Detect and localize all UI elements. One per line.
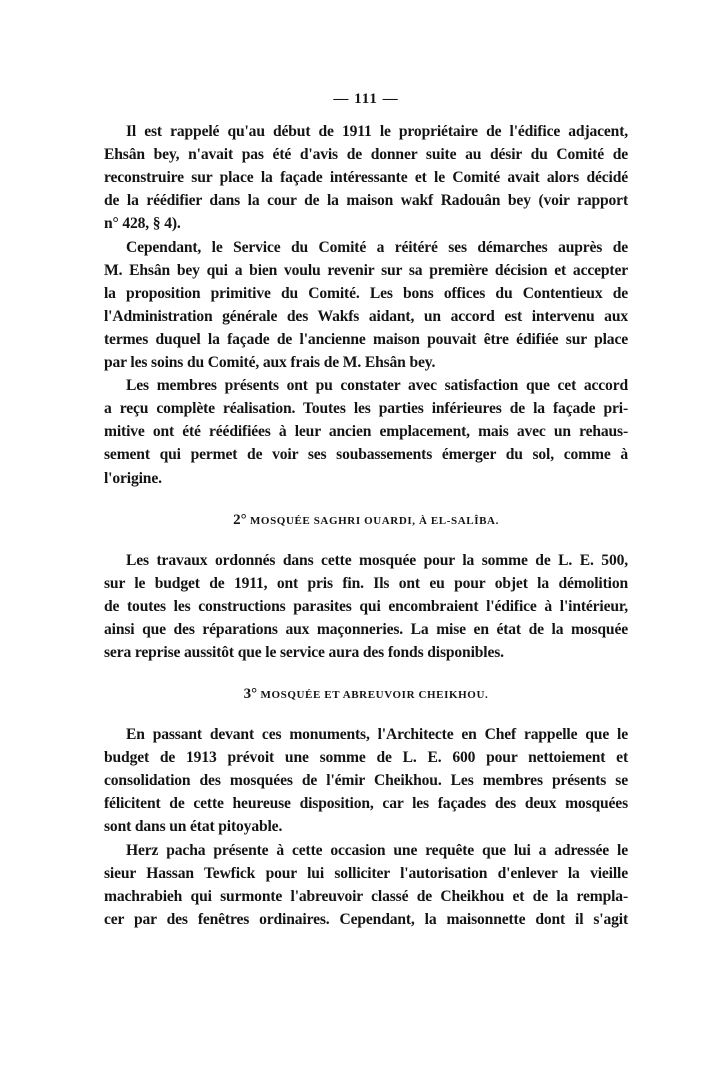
text-line: Les travaux ordonnés dans cette mosquée pour la somme de L. E. 500, bbox=[126, 551, 628, 569]
paragraph-ehsan-bey-1911 bbox=[104, 120, 628, 235]
text-line: la proposition primitive du Comité. Les bons offices du Contentieux de bbox=[104, 284, 628, 302]
text-line: termes duquel la façade de l'ancienne maison pouvait être édifiée sur place bbox=[104, 330, 628, 348]
text-line: n° 428, § 4). bbox=[104, 215, 181, 233]
text-line: Les membres présents ont pu constater avec satisfaction que cet accord bbox=[126, 377, 628, 395]
document-page bbox=[104, 88, 628, 931]
text-line: cer par des fenêtres ordinaires. Cependant, la maisonnette dont il s'agit bbox=[104, 910, 628, 928]
text-line: félicitent de cette heureuse disposition, car les façades des deux mosquées bbox=[104, 795, 628, 813]
paragraph-herz-pacha-requete bbox=[104, 839, 628, 931]
section-number: 3° bbox=[243, 686, 258, 703]
text-line: sont dans un état pitoyable. bbox=[104, 818, 283, 836]
text-line: Herz pacha présente à cette occasion une requête que lui a adressée le bbox=[126, 841, 628, 859]
text-line: ainsi que des réparations aux maçonneries. La mise en état de la mosquée bbox=[104, 620, 628, 638]
paragraph-membres-constater bbox=[104, 374, 628, 489]
section-title: MOSQUÉE ET ABREUVOIR CHEIKHOU. bbox=[260, 689, 489, 702]
text-line: l'origine. bbox=[104, 469, 162, 487]
text-line: sement qui permet de voir ses soubassements émerger du sol, comme à bbox=[104, 446, 628, 464]
text-line: consolidation des mosquées de l'émir Cheikhou. Les membres présents se bbox=[104, 772, 628, 790]
text-line: sera reprise aussitôt que le service aura des fonds disponibles. bbox=[104, 643, 504, 661]
text-line: Il est rappelé qu'au début de 1911 le propriétaire de l'édifice adjacent, bbox=[126, 123, 628, 141]
text-line: En passant devant ces monuments, l'Architecte en Chef rappelle que le bbox=[126, 726, 628, 744]
text-line: budget de 1913 prévoit une somme de L. E. 600 pour nettoiement et bbox=[104, 749, 628, 767]
section-number: 2° bbox=[233, 511, 247, 528]
text-line: Cependant, le Service du Comité a réitéré ses démarches auprès de bbox=[126, 238, 628, 256]
text-line: de toutes les constructions parasites qui encombraient l'édifice à l'intérieur, bbox=[104, 597, 628, 615]
text-line: mitive ont été réédifiées à leur ancien emplacement, mais avec un rehaus- bbox=[104, 423, 628, 441]
text-line: Ehsân bey, n'avait pas été d'avis de donner suite au désir du Comité de bbox=[104, 146, 628, 164]
text-line: a reçu complète réalisation. Toutes les parties inférieures de la façade pri- bbox=[104, 400, 628, 418]
paragraph-travaux-ordonnes bbox=[104, 549, 628, 664]
section-heading-cheikhou bbox=[104, 684, 628, 705]
text-line: de la réédifier dans la cour de la maison wakf Radouân bey (voir rapport bbox=[104, 192, 628, 210]
page-number: — 111 — bbox=[333, 91, 399, 107]
section-title: MOSQUÉE SAGHRI OUARDI, À EL-SALÎBA. bbox=[249, 514, 499, 527]
section-heading-saghri-ouardi bbox=[104, 510, 628, 531]
text-line: machrabieh qui surmonte l'abreuvoir classé de Cheikhou et de la rempla- bbox=[104, 887, 628, 905]
text-line: reconstruire sur place la façade intéressante et le Comité avait alors décidé bbox=[104, 169, 628, 187]
text-line: sur le budget de 1911, ont pris fin. Ils ont eu pour objet la démolition bbox=[104, 574, 628, 592]
text-line: par les soins du Comité, aux frais de M. Ehsân bey. bbox=[104, 354, 436, 372]
text-line: sieur Hassan Tewfick pour lui solliciter l'autorisation d'enlever la vieille bbox=[104, 864, 628, 882]
text-line: l'Administration générale des Wakfs aidant, un accord est intervenu aux bbox=[104, 307, 628, 325]
paragraph-architecte-en-chef bbox=[104, 723, 628, 838]
text-line: M. Ehsân bey qui a bien voulu revenir sur sa première décision et accepter bbox=[104, 261, 628, 279]
paragraph-service-demarches bbox=[104, 236, 628, 375]
